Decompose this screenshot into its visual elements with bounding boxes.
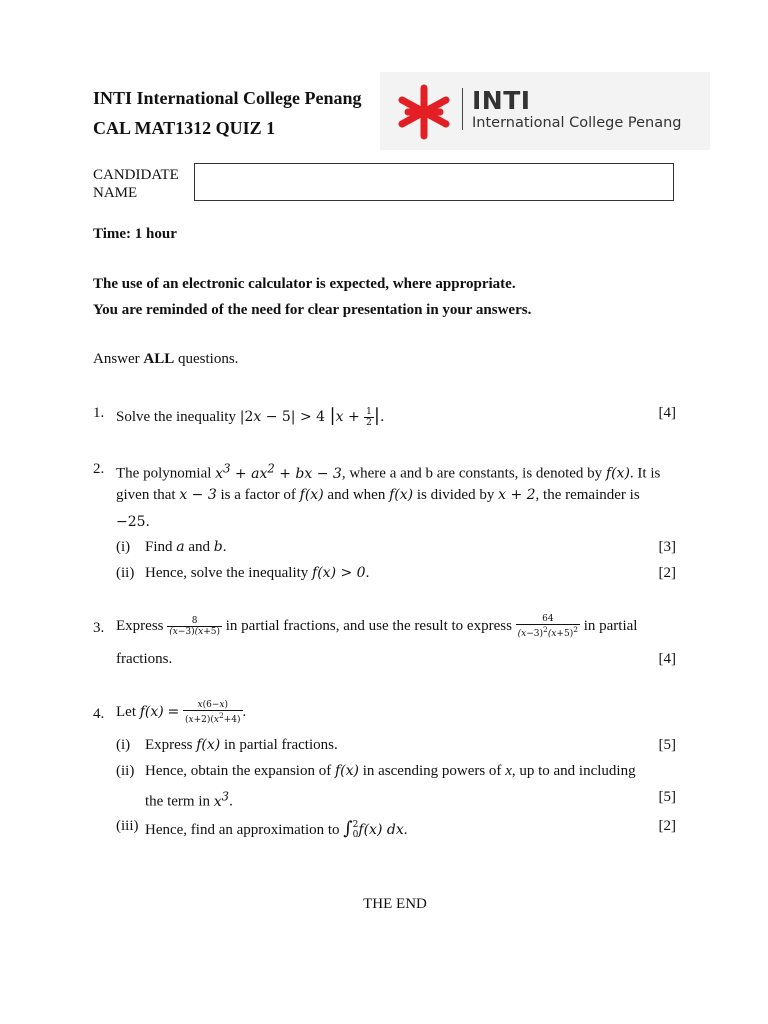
q3-fraction-1: $\frac{8}{(x-3)(x+5)}$ — [169, 616, 220, 637]
q4-part-iii — [116, 818, 676, 840]
q4ii-var: x — [505, 763, 512, 779]
q2i-post: . — [222, 539, 227, 555]
instruction-calculator: The use of an electronic calculator is expected, where appropriate. — [93, 276, 516, 292]
q4ii-pre: Hence, obtain the expansion of — [145, 763, 335, 779]
q3-line1-post: in partial — [579, 617, 638, 634]
marks: [4] — [658, 405, 676, 421]
part-text — [145, 737, 338, 754]
candidate-label-line2: NAME — [93, 185, 138, 201]
marks: [5] — [658, 737, 676, 753]
quiz-title: CAL MAT1312 QUIZ 1 — [93, 118, 276, 138]
q2ii-post: . — [365, 565, 370, 581]
q2-line1-post: . It is — [629, 465, 661, 482]
part-text — [145, 763, 676, 780]
q2-fx: f(x) — [605, 465, 630, 482]
q2-line2 — [116, 487, 676, 504]
q3-line1-mid: in partial fractions, and use the result to express — [222, 617, 516, 634]
answer-all-post: questions. — [174, 351, 239, 367]
part-text — [145, 565, 369, 582]
question-2 — [93, 461, 676, 591]
q2-line2-mid1: is a factor of — [216, 487, 300, 503]
q2-polynomial: $x^3 + ax^2$ + bx − 3 — [215, 461, 342, 482]
q4ii-mid: in ascending powers of — [358, 763, 506, 779]
part-text-line2 — [145, 789, 233, 811]
answer-all-bold: ALL — [143, 351, 175, 367]
logo-subtitle: International College Penang — [472, 115, 682, 131]
part-label: (ii) — [116, 565, 135, 581]
candidate-label-line1: CANDIDATE — [93, 167, 179, 183]
q4ii-x3: $x^3$ — [213, 789, 230, 810]
q2i-mid: and — [184, 539, 214, 555]
marks: [5] — [658, 789, 676, 805]
q4-part-ii — [116, 763, 676, 809]
q2-line1-mid: , where a and b are constants, is denoted by — [341, 465, 606, 482]
logo-brand: INTI — [472, 86, 531, 115]
q2ii-pre: Hence, solve the inequality — [145, 565, 313, 581]
part-label: (iii) — [116, 818, 139, 834]
part-label: (ii) — [116, 763, 135, 779]
part-label: (i) — [116, 737, 131, 753]
answer-all-pre: Answer — [93, 351, 144, 367]
marks: [3] — [658, 539, 676, 555]
q4ii-post: , up to and including — [511, 763, 636, 779]
question-4 — [93, 700, 676, 840]
q4i-pre: Express — [145, 737, 197, 753]
instruction-presentation: You are reminded of the need for clear presentation in your answers. — [93, 302, 532, 318]
q2-line2-mid2: and when — [323, 487, 390, 503]
question-1 — [93, 405, 676, 427]
q2i-b: b — [213, 539, 223, 555]
q4-line1: Let f(x) = $\frac{x(6-x)}{(x+2)(x^2+4)}$ . — [116, 700, 247, 725]
q2-line3: −25. — [116, 514, 150, 530]
marks: [4] — [658, 651, 676, 667]
question-number: 2. — [93, 461, 105, 477]
q4ii-fx: f(x) — [334, 763, 359, 779]
q4iii-integral: ∫2 0f(x) dx — [343, 818, 404, 840]
question-text — [116, 405, 676, 428]
q4-part-i — [116, 737, 676, 757]
q2i-pre: Find — [145, 539, 177, 555]
question-number: 4. — [93, 706, 105, 722]
q3-line2: fractions. — [116, 651, 173, 667]
marks: [2] — [658, 818, 676, 834]
college-title: INTI International College Penang — [93, 88, 362, 108]
question-number: 3. — [93, 620, 105, 636]
q4iii-pre: Hence, find an approximation to — [145, 822, 344, 838]
part-text — [145, 539, 227, 556]
college-logo — [380, 72, 710, 150]
q2-line2-post: , the remainder is — [535, 487, 640, 503]
q4ii-line2-post: . — [229, 793, 233, 810]
q2ii-ineq: f(x) > 0 — [312, 565, 366, 581]
q4-line1-pre: Let — [116, 703, 140, 720]
logo-divider — [462, 88, 463, 130]
candidate-name-field[interactable] — [194, 163, 674, 201]
star-icon — [394, 82, 454, 142]
q4i-post: in partial fractions. — [220, 737, 338, 753]
the-end: THE END — [363, 896, 427, 912]
candidate-name-label — [93, 166, 179, 202]
part-text — [145, 818, 407, 840]
part-label: (i) — [116, 539, 131, 555]
q3-fraction-2: $\frac{64}{(x-3)^2(x+5)^2}$ — [517, 614, 578, 639]
q2-part-i — [116, 539, 676, 559]
q4-fx: f(x) — [139, 703, 164, 720]
q1-text-pre: Solve the inequality — [116, 409, 240, 425]
question-number: 1. — [93, 405, 105, 421]
q2-fx: f(x) — [389, 487, 414, 503]
q2-line2-mid3: is divided by — [413, 487, 499, 503]
q2i-a: a — [176, 539, 185, 555]
q2-part-ii — [116, 565, 676, 585]
q4ii-line2-pre: the term in — [145, 793, 214, 810]
answer-all-instruction — [93, 351, 238, 368]
question-3 — [93, 614, 676, 674]
q2-factor: x − 3 — [179, 487, 217, 503]
q3-line1 — [116, 614, 676, 639]
q4-fraction: $\frac{x(6-x)}{(x+2)(x^2+4)}$ — [185, 700, 241, 725]
q4i-fx: f(x) — [196, 737, 221, 753]
q2-line1-pre: The polynomial — [116, 465, 216, 482]
q3-line1-pre: Express — [116, 617, 168, 634]
q1-math: |2x − 5| > 4 |x + $\frac{1}{2}$ |. — [239, 405, 385, 428]
q2-line1 — [116, 461, 676, 483]
q4iii-post: . — [403, 822, 408, 838]
marks: [2] — [658, 565, 676, 581]
q2-line2-pre: given that — [116, 487, 180, 503]
q2-divisor: x + 2 — [498, 487, 536, 503]
q2-fx: f(x) — [299, 487, 324, 503]
time-allowed: Time: 1 hour — [93, 226, 177, 242]
